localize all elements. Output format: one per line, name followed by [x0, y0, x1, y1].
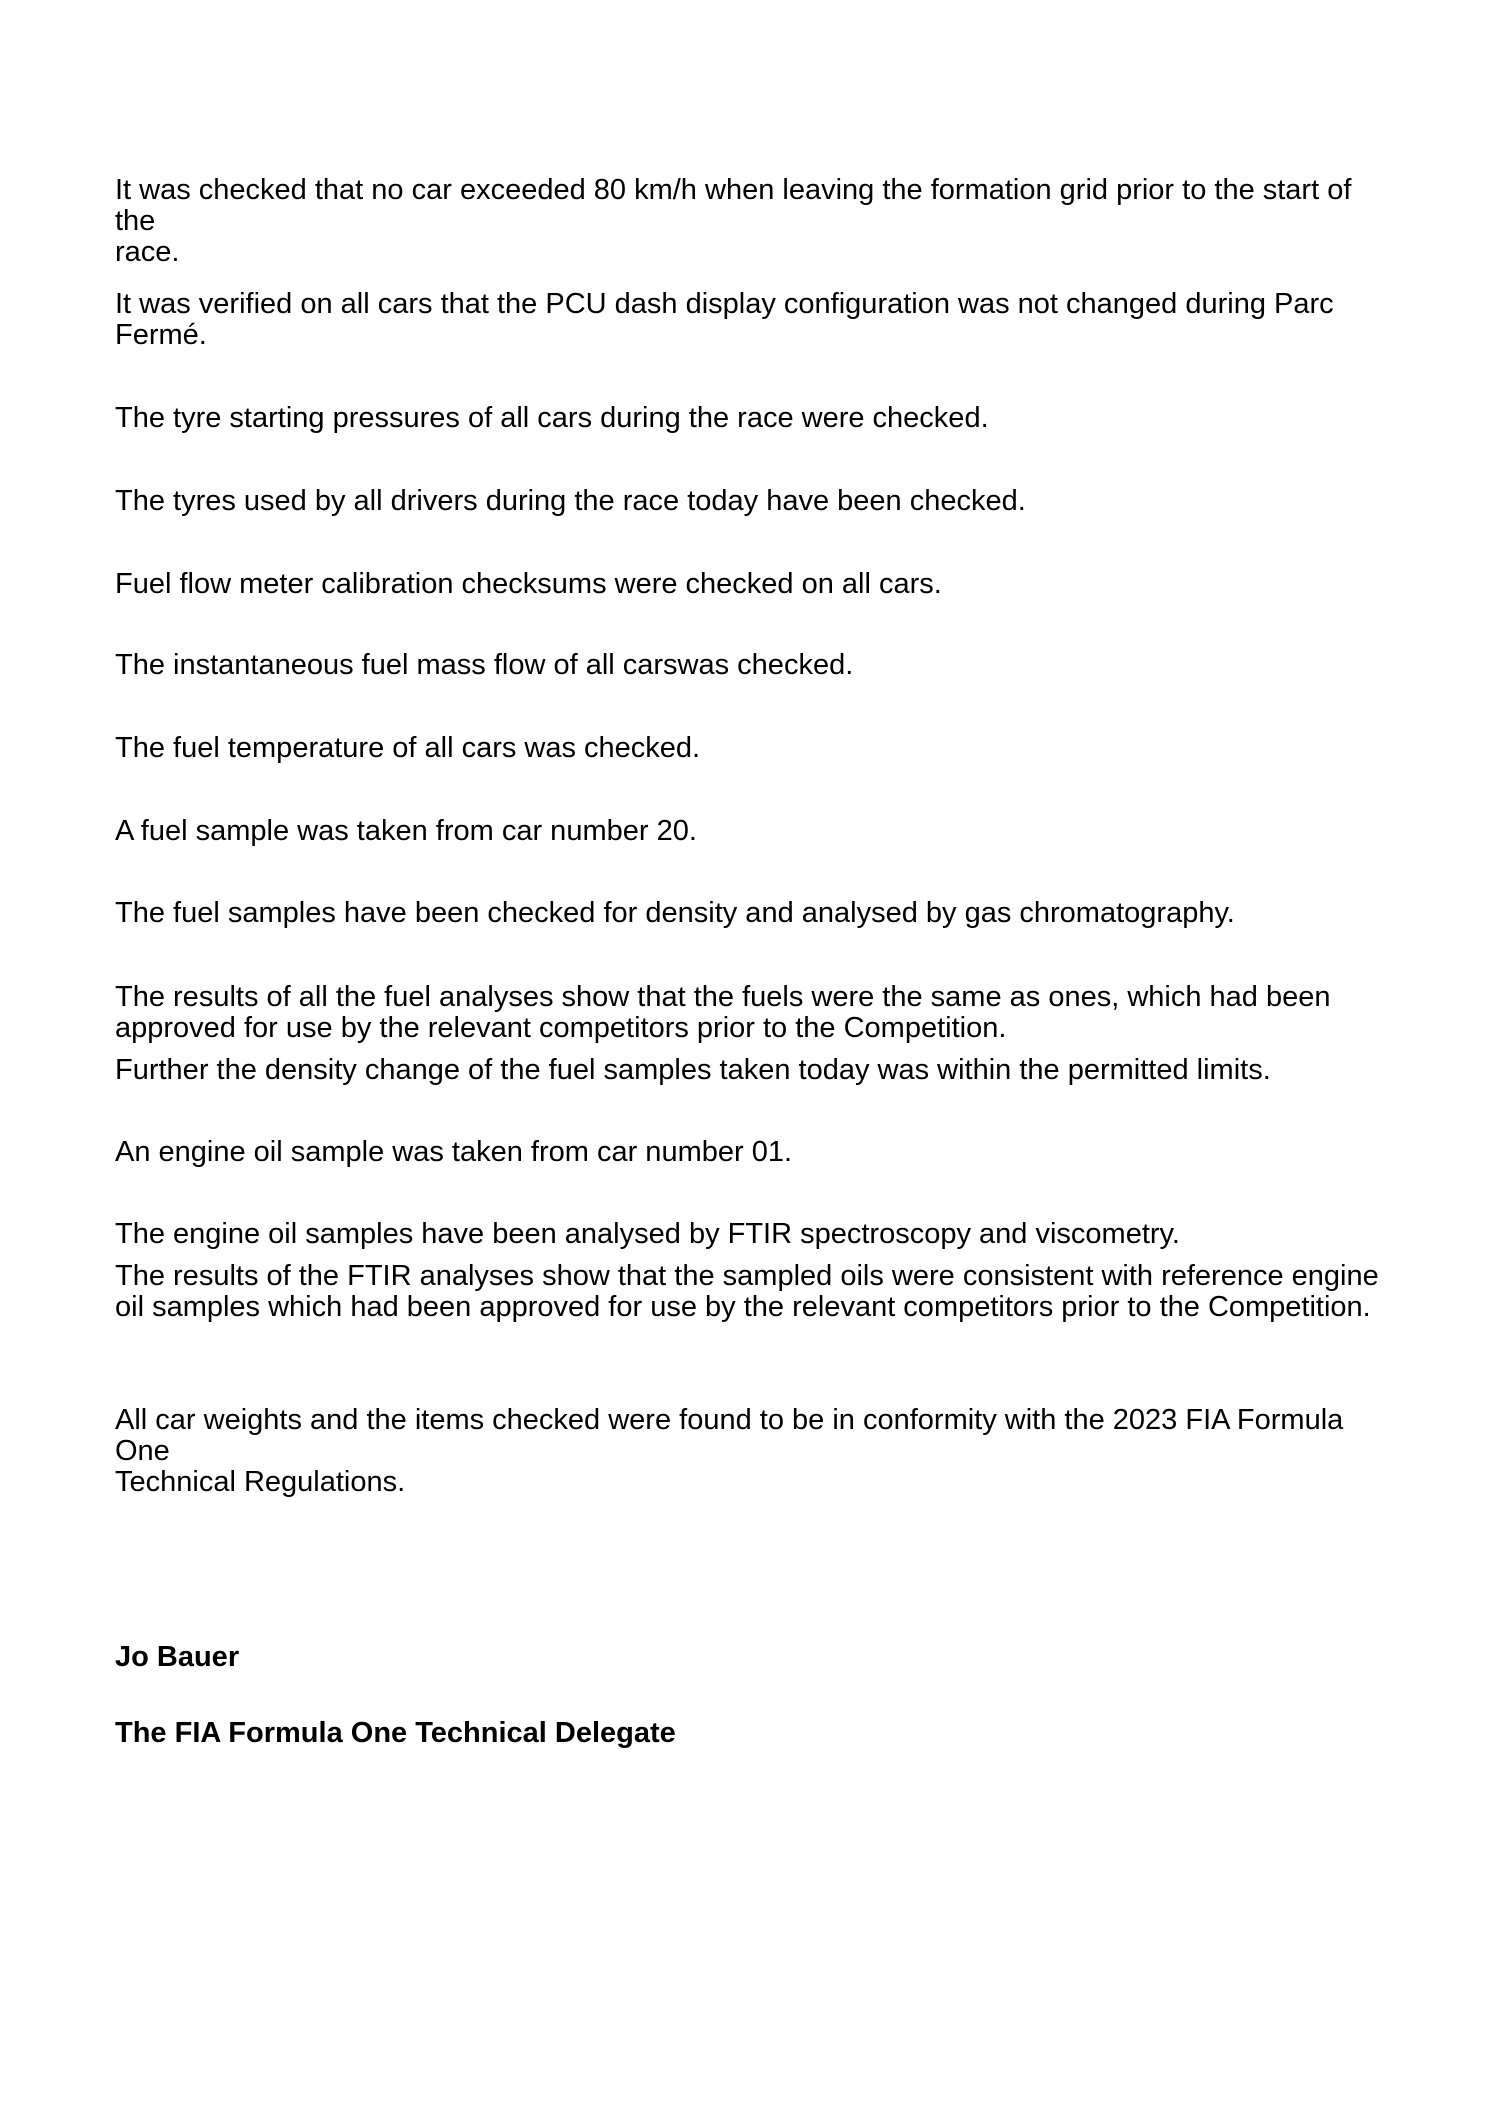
paragraph-line: The fuel samples have been checked for density and analysed by gas chromatography.: [115, 897, 1235, 929]
paragraph-line: It was checked that no car exceeded 80 km/h when leaving the formation grid prior to the start of the: [115, 174, 1352, 237]
paragraph-fuel-density-check: [115, 898, 1385, 929]
paragraph-line: Fuel flow meter calibration checksums were checked on all cars.: [115, 568, 942, 600]
paragraph-line: Fermé.: [115, 319, 207, 351]
paragraph-line: The engine oil samples have been analysed by FTIR spectroscopy and viscometry.: [115, 1218, 1180, 1250]
paragraph-fuel-analysis-results: [115, 982, 1385, 1044]
paragraph-line: race.: [115, 236, 180, 268]
paragraph-fuel-mass-flow-check: [115, 650, 1385, 681]
paragraph-line: All car weights and the items checked were found to be in conformity with the 2023 FIA Formula One: [115, 1404, 1344, 1467]
paragraph-oil-sample: [115, 1137, 1385, 1168]
paragraph-tyres-used-check: [115, 486, 1385, 517]
signatory-name: Jo Bauer: [115, 1641, 240, 1673]
paragraph-line: The tyre starting pressures of all cars during the race were checked.: [115, 402, 989, 434]
paragraph-tyre-pressure-check: [115, 403, 1385, 434]
paragraph-line: The results of all the fuel analyses show that the fuels were the same as ones, which had been: [115, 981, 1331, 1013]
paragraph-line: The fuel temperature of all cars was checked.: [115, 732, 701, 764]
paragraph-line: The results of the FTIR analyses show that the sampled oils were consistent with reference engine: [115, 1260, 1379, 1292]
paragraph-line: It was verified on all cars that the PCU dash display configuration was not changed during Parc: [115, 288, 1334, 320]
paragraph-oil-analysis: [115, 1219, 1385, 1250]
paragraph-fuel-flow-meter-check: [115, 569, 1385, 600]
paragraph-line: The tyres used by all drivers during the race today have been checked.: [115, 485, 1026, 517]
paragraph-oil-analysis-results: [115, 1261, 1385, 1323]
signatory-title: The FIA Formula One Technical Delegate: [115, 1717, 676, 1749]
paragraph-fuel-temperature-check: [115, 733, 1385, 764]
paragraph-speed-check: [115, 175, 1385, 268]
paragraph-line: Technical Regulations.: [115, 1466, 406, 1498]
paragraph-line: oil samples which had been approved for use by the relevant competitors prior to the Competition.: [115, 1291, 1371, 1323]
paragraph-fuel-sample: [115, 816, 1385, 847]
paragraph-line: A fuel sample was taken from car number 20.: [115, 815, 697, 847]
paragraph-line: An engine oil sample was taken from car number 01.: [115, 1136, 793, 1168]
paragraph-line: Further the density change of the fuel samples taken today was within the permitted limits.: [115, 1054, 1271, 1086]
paragraph-density-change: [115, 1055, 1385, 1086]
paragraph-line: approved for use by the relevant competitors prior to the Competition.: [115, 1012, 1007, 1044]
paragraph-conformity-statement: [115, 1405, 1385, 1498]
paragraph-line: The instantaneous fuel mass flow of all carswas checked.: [115, 649, 854, 681]
paragraph-pcu-dash-check: [115, 289, 1385, 351]
